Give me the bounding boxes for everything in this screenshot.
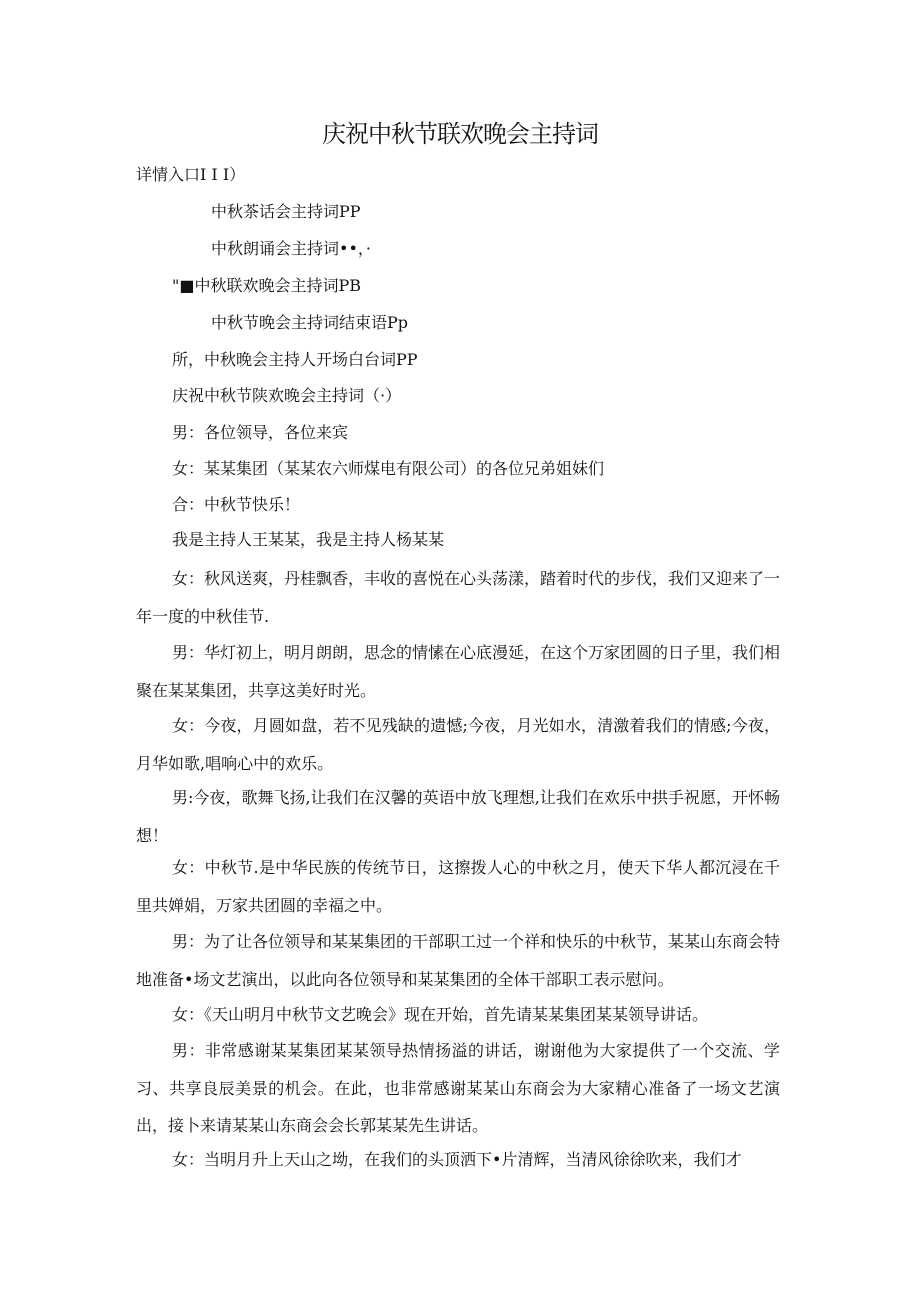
paragraph-9: 女：当明月升上天山之坳，在我们的头顶洒下•片清辉，当清风徐徐吹来，我们才 [172, 1150, 742, 1169]
toc-header: 详情入口I I I） [136, 165, 246, 184]
toc-item-gala[interactable]: "■中秋联欢晚会主持词PB [172, 276, 362, 295]
paragraph-3: 女：今夜，月圆如盘，若不见残缺的遗憾;今夜，月光如水，清激着我们的情感;今夜，月华如歌,唱响心中的欢乐。 [136, 716, 780, 773]
toc-item-tea-party[interactable]: 中秋茶话会主持词PP [211, 202, 361, 221]
dialogue-line-female-1: 女：某某集团（某某农六师煤电有限公司）的各位兄弟姐妹们 [172, 459, 605, 478]
toc-item-recital[interactable]: 中秋朗诵会主持词••，· [211, 239, 371, 258]
dialogue-line-male-1: 男：各位领导，各位来宾 [172, 423, 349, 442]
paragraph-1: 女：秋风送爽，丹桂飘香，丰收的喜悦在心头荡漾，踏着时代的步伐，我们又迎来了一年一度的中秋佳节. [136, 569, 781, 626]
paragraph-6: 男：为了让各位领导和某某集团的干部职工过一个祥和快乐的中秋节，某某山东商会特地准备•场文艺演出，以此向各位领导和某某集团的全体干部职工表示慰问。 [136, 932, 781, 989]
paragraph-5: 女：中秋节.是中华民族的传统节日，这擦拨人心的中秋之月，使天下华人都沉浸在千里共婵娟，万家共团圆的幸福之中。 [136, 858, 780, 915]
toc-item-opening-lines[interactable]: 所，中秋晚会主持人开场白台词PP [172, 350, 418, 369]
document-title: 庆祝中秋节联欢晚会主持词 [322, 120, 598, 148]
paragraph-4: 男:今夜，歌舞飞扬,让我们在汉馨的英语中放飞理想,让我们在欢乐中拱手祝愿，开怀畅想！ [136, 788, 780, 845]
paragraph-2: 男：华灯初上，明月朗朗，思念的情愫在心底漫延，在这个万家团圆的日子里，我们相聚在某某集团，共享这美好时光。 [136, 643, 781, 700]
paragraph-8: 男：非常感谢某某集团某某领导热情扬溢的讲话，谢谢他为大家提供了一个交流、学习、共享良辰美景的机会。在此，也非常感谢某某山东商会为大家精心准备了一场文艺演出，接卜来请某某山东商会会长郭某某先生讲话。 [136, 1041, 780, 1135]
toc-item-closing-remarks[interactable]: 中秋节晚会主持词结束语Pp [211, 313, 409, 332]
dialogue-line-hosts-intro: 我是主持人王某某，我是主持人杨某某 [172, 530, 445, 549]
paragraph-7: 女：《天山明月中秋节文艺晚会》现在开始，首先请某某集团某某领导讲话。 [172, 1005, 709, 1024]
dialogue-line-together: 合：中秋节快乐！ [172, 495, 301, 514]
toc-item-celebration[interactable]: 庆祝中秋节陕欢晚会主持词（·） [172, 386, 402, 405]
